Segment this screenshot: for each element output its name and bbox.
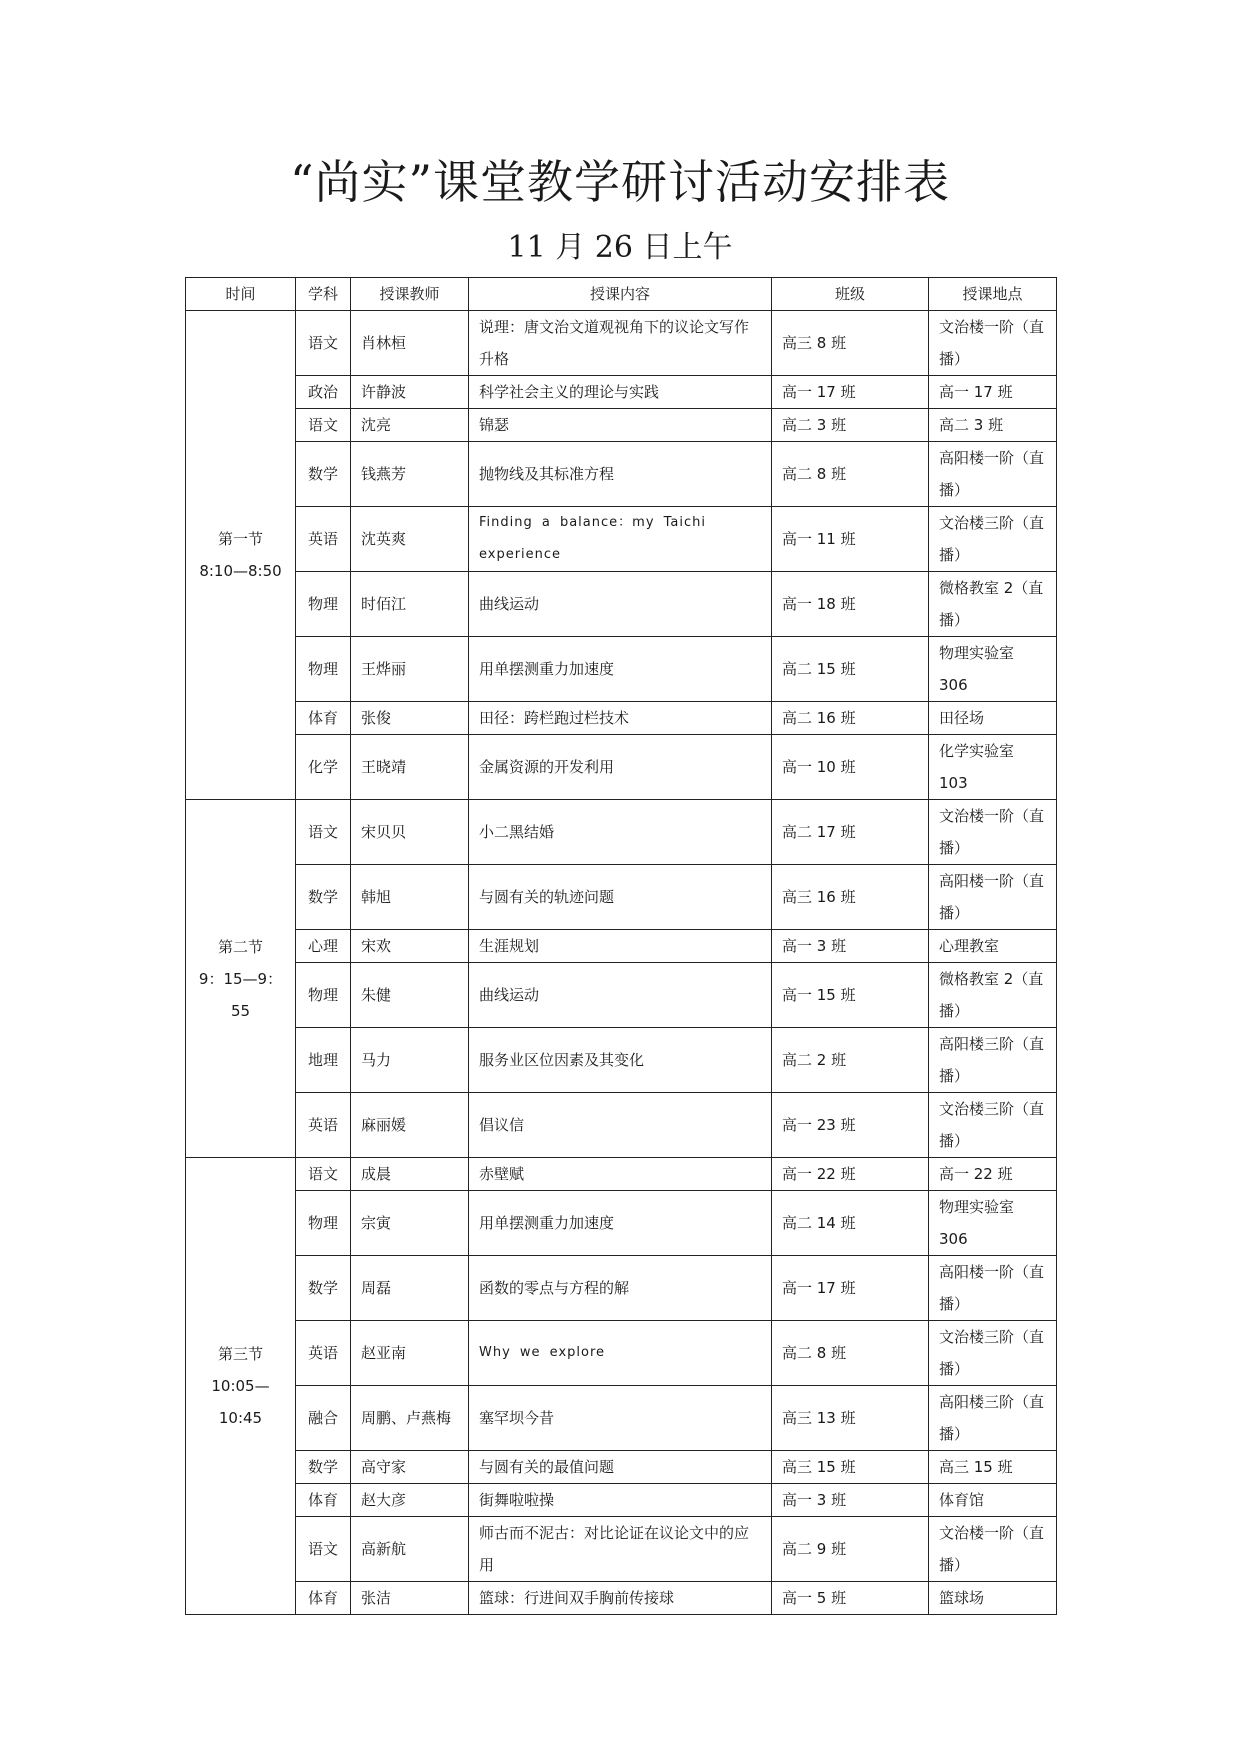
- content-cell: 锦瑟: [469, 409, 772, 442]
- session-name: 第二节: [217, 937, 263, 956]
- subject-cell: 语文: [296, 311, 351, 376]
- teacher-cell: 宗寅: [351, 1191, 469, 1256]
- subject-cell: 数学: [296, 865, 351, 930]
- table-row: [186, 1386, 1057, 1451]
- subject-cell: 数学: [296, 442, 351, 507]
- subject-cell: 体育: [296, 702, 351, 735]
- table-row: [186, 442, 1057, 507]
- location-cell: 文治楼一阶（直播）: [929, 800, 1057, 865]
- content-cell: 金属资源的开发利用: [469, 735, 772, 800]
- location-cell: 文治楼一阶（直播）: [929, 1517, 1057, 1582]
- table-row: [186, 735, 1057, 800]
- table-row: [186, 409, 1057, 442]
- location-cell: 微格教室 2（直播）: [929, 963, 1057, 1028]
- teacher-cell: 赵大彦: [351, 1484, 469, 1517]
- table-row: [186, 1451, 1057, 1484]
- location-cell: 高阳楼三阶（直播）: [929, 1028, 1057, 1093]
- teacher-cell: 张洁: [351, 1582, 469, 1615]
- table-row: [186, 1093, 1057, 1158]
- location-cell: 高阳楼一阶（直播）: [929, 1256, 1057, 1321]
- teacher-cell: 王晓靖: [351, 735, 469, 800]
- content-cell: 小二黑结婚: [469, 800, 772, 865]
- class-cell: 高一 5 班: [772, 1582, 929, 1615]
- location-cell: 篮球场: [929, 1582, 1057, 1615]
- session-cell: [186, 800, 296, 1158]
- session-time: 9：15—9：55: [198, 969, 283, 1020]
- location-cell: 高阳楼一阶（直播）: [929, 442, 1057, 507]
- table-row: [186, 1028, 1057, 1093]
- subject-cell: 英语: [296, 1093, 351, 1158]
- header-class: 班级: [772, 278, 929, 311]
- content-cell: 田径：跨栏跑过栏技术: [469, 702, 772, 735]
- content-cell: 师古而不泥古：对比论证在议论文中的应用: [469, 1517, 772, 1582]
- session-cell: [186, 311, 296, 800]
- table-row: [186, 376, 1057, 409]
- content-cell: Finding a balance：my Taichi experience: [469, 507, 772, 572]
- table-row: [186, 1321, 1057, 1386]
- class-cell: 高二 2 班: [772, 1028, 929, 1093]
- class-cell: 高三 15 班: [772, 1451, 929, 1484]
- session-name: 第三节: [217, 1345, 263, 1363]
- teacher-cell: 朱健: [351, 963, 469, 1028]
- session-time: 10:05—10:45: [211, 1377, 270, 1427]
- class-cell: 高一 3 班: [772, 930, 929, 963]
- location-cell: 高阳楼三阶（直播）: [929, 1386, 1057, 1451]
- content-cell: 倡议信: [469, 1093, 772, 1158]
- content-cell: 用单摆测重力加速度: [469, 1191, 772, 1256]
- content-cell: 与圆有关的最值问题: [469, 1451, 772, 1484]
- session-time: 8:10—8:50: [199, 562, 282, 580]
- content-cell: 服务业区位因素及其变化: [469, 1028, 772, 1093]
- teacher-cell: 张俊: [351, 702, 469, 735]
- content-cell: 生涯规划: [469, 930, 772, 963]
- subject-cell: 物理: [296, 963, 351, 1028]
- subject-cell: 心理: [296, 930, 351, 963]
- location-cell: 高二 3 班: [929, 409, 1057, 442]
- table-row: [186, 311, 1057, 376]
- table-row: [186, 1256, 1057, 1321]
- subject-cell: 地理: [296, 1028, 351, 1093]
- location-cell: 文治楼三阶（直播）: [929, 507, 1057, 572]
- content-cell: 用单摆测重力加速度: [469, 637, 772, 702]
- subject-cell: 数学: [296, 1451, 351, 1484]
- subject-cell: 体育: [296, 1484, 351, 1517]
- location-cell: 物理实验室 306: [929, 637, 1057, 702]
- content-cell: 曲线运动: [469, 963, 772, 1028]
- content-cell: 抛物线及其标准方程: [469, 442, 772, 507]
- teacher-cell: 麻丽媛: [351, 1093, 469, 1158]
- header-subject: 学科: [296, 278, 351, 311]
- class-cell: 高二 15 班: [772, 637, 929, 702]
- class-cell: 高三 13 班: [772, 1386, 929, 1451]
- class-cell: 高二 8 班: [772, 442, 929, 507]
- teacher-cell: 宋贝贝: [351, 800, 469, 865]
- class-cell: 高一 18 班: [772, 572, 929, 637]
- subject-cell: 物理: [296, 637, 351, 702]
- schedule-table: [185, 277, 1057, 1615]
- class-cell: 高一 3 班: [772, 1484, 929, 1517]
- teacher-cell: 成晨: [351, 1158, 469, 1191]
- table-row: [186, 800, 1057, 865]
- content-cell: 塞罕坝今昔: [469, 1386, 772, 1451]
- teacher-cell: 王烨丽: [351, 637, 469, 702]
- subject-cell: 语文: [296, 409, 351, 442]
- header-content: 授课内容: [469, 278, 772, 311]
- location-cell: 文治楼三阶（直播）: [929, 1093, 1057, 1158]
- class-cell: 高三 8 班: [772, 311, 929, 376]
- class-cell: 高二 3 班: [772, 409, 929, 442]
- class-cell: 高一 11 班: [772, 507, 929, 572]
- subject-cell: 体育: [296, 1582, 351, 1615]
- content-cell: 说理：唐文治文道观视角下的议论文写作升格: [469, 311, 772, 376]
- teacher-cell: 沈亮: [351, 409, 469, 442]
- table-row: [186, 930, 1057, 963]
- class-cell: 高一 23 班: [772, 1093, 929, 1158]
- content-cell: 赤壁赋: [469, 1158, 772, 1191]
- table-row: [186, 1582, 1057, 1615]
- teacher-cell: 周鹏、卢燕梅: [351, 1386, 469, 1451]
- teacher-cell: 韩旭: [351, 865, 469, 930]
- location-cell: 微格教室 2（直播）: [929, 572, 1057, 637]
- location-cell: 高一 17 班: [929, 376, 1057, 409]
- class-cell: 高一 15 班: [772, 963, 929, 1028]
- class-cell: 高二 8 班: [772, 1321, 929, 1386]
- content-cell: 篮球：行进间双手胸前传接球: [469, 1582, 772, 1615]
- table-header: [186, 278, 1057, 311]
- teacher-cell: 许静波: [351, 376, 469, 409]
- subject-cell: 英语: [296, 507, 351, 572]
- subject-cell: 英语: [296, 1321, 351, 1386]
- subject-cell: 语文: [296, 1158, 351, 1191]
- class-cell: 高三 16 班: [772, 865, 929, 930]
- content-cell: 曲线运动: [469, 572, 772, 637]
- session-name: 第一节: [217, 530, 263, 548]
- teacher-cell: 高守家: [351, 1451, 469, 1484]
- teacher-cell: 沈英爽: [351, 507, 469, 572]
- table-row: [186, 1158, 1057, 1191]
- header-location: 授课地点: [929, 278, 1057, 311]
- class-cell: 高二 14 班: [772, 1191, 929, 1256]
- subject-cell: 政治: [296, 376, 351, 409]
- content-cell: Why we explore: [469, 1321, 772, 1386]
- class-cell: 高二 17 班: [772, 800, 929, 865]
- location-cell: 心理教室: [929, 930, 1057, 963]
- table-row: [186, 1517, 1057, 1582]
- table-row: [186, 637, 1057, 702]
- teacher-cell: 赵亚南: [351, 1321, 469, 1386]
- class-cell: 高二 9 班: [772, 1517, 929, 1582]
- teacher-cell: 宋欢: [351, 930, 469, 963]
- location-cell: 文治楼三阶（直播）: [929, 1321, 1057, 1386]
- subject-cell: 语文: [296, 1517, 351, 1582]
- content-cell: 街舞啦啦操: [469, 1484, 772, 1517]
- table-row: [186, 865, 1057, 930]
- location-cell: 物理实验室 306: [929, 1191, 1057, 1256]
- subject-cell: 物理: [296, 1191, 351, 1256]
- class-cell: 高一 17 班: [772, 1256, 929, 1321]
- session-cell: [186, 1158, 296, 1615]
- table-row: [186, 1191, 1057, 1256]
- subject-cell: 物理: [296, 572, 351, 637]
- teacher-cell: 马力: [351, 1028, 469, 1093]
- location-cell: 化学实验室 103: [929, 735, 1057, 800]
- location-cell: 高一 22 班: [929, 1158, 1057, 1191]
- class-cell: 高一 22 班: [772, 1158, 929, 1191]
- teacher-cell: 时佰江: [351, 572, 469, 637]
- subject-cell: 化学: [296, 735, 351, 800]
- class-cell: 高二 16 班: [772, 702, 929, 735]
- teacher-cell: 周磊: [351, 1256, 469, 1321]
- location-cell: 体育馆: [929, 1484, 1057, 1517]
- class-cell: 高一 10 班: [772, 735, 929, 800]
- teacher-cell: 高新航: [351, 1517, 469, 1582]
- subject-cell: 语文: [296, 800, 351, 865]
- table-row: [186, 1484, 1057, 1517]
- location-cell: 文治楼一阶（直播）: [929, 311, 1057, 376]
- subject-cell: 数学: [296, 1256, 351, 1321]
- table-row: [186, 572, 1057, 637]
- subject-cell: 融合: [296, 1386, 351, 1451]
- page-title: “尚实”课堂教学研讨活动安排表: [289, 155, 951, 209]
- table-row: [186, 507, 1057, 572]
- location-cell: 高三 15 班: [929, 1451, 1057, 1484]
- location-cell: 高阳楼一阶（直播）: [929, 865, 1057, 930]
- table-row: [186, 963, 1057, 1028]
- class-cell: 高一 17 班: [772, 376, 929, 409]
- table-body: [186, 311, 1057, 1615]
- teacher-cell: 钱燕芳: [351, 442, 469, 507]
- content-cell: 函数的零点与方程的解: [469, 1256, 772, 1321]
- teacher-cell: 肖林桓: [351, 311, 469, 376]
- location-cell: 田径场: [929, 702, 1057, 735]
- content-cell: 与圆有关的轨迹问题: [469, 865, 772, 930]
- header-teacher: 授课教师: [351, 278, 469, 311]
- table-row: [186, 702, 1057, 735]
- content-cell: 科学社会主义的理论与实践: [469, 376, 772, 409]
- page-subtitle: 11 月 26 日上午: [507, 230, 733, 265]
- header-time: 时间: [186, 278, 296, 311]
